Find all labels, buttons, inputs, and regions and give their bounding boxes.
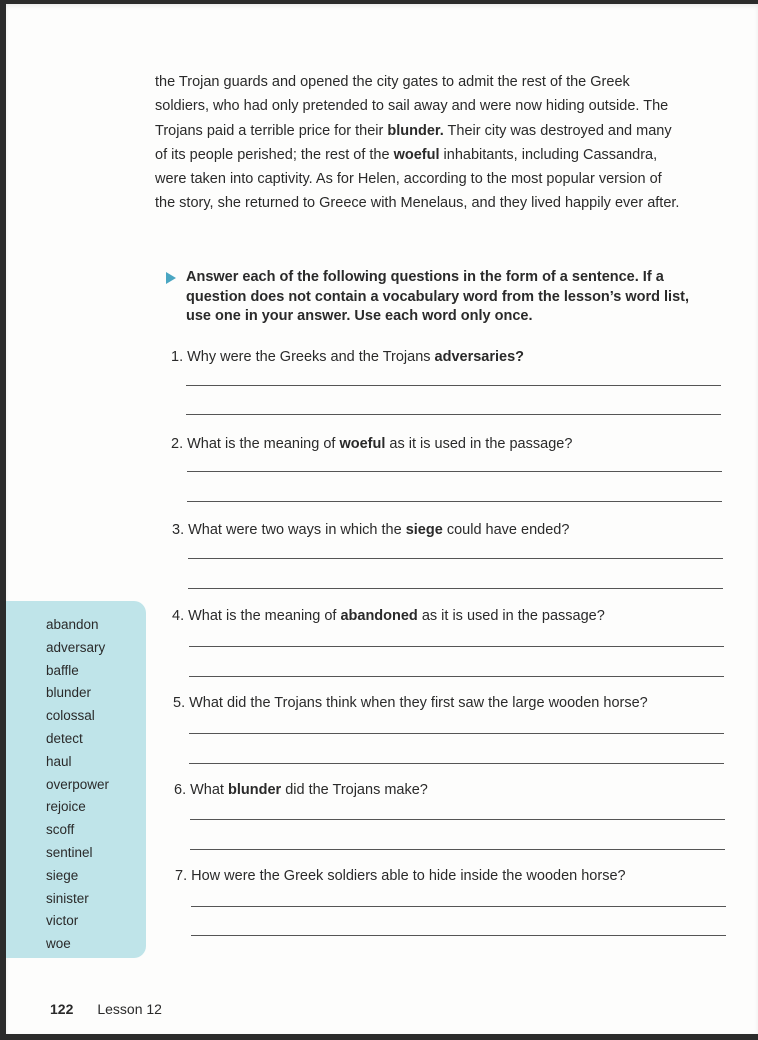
question-4	[172, 606, 732, 626]
answer-line[interactable]	[191, 935, 726, 936]
question-3	[172, 520, 732, 540]
word-list-item: rejoice	[46, 799, 86, 815]
answer-line[interactable]	[187, 501, 722, 502]
answer-line[interactable]	[190, 849, 725, 850]
answer-line[interactable]	[186, 414, 721, 415]
answer-line[interactable]	[188, 558, 723, 559]
word-list-item: siege	[46, 867, 79, 883]
play-arrow-icon	[166, 272, 176, 284]
answer-line[interactable]	[190, 819, 725, 820]
word-list-item: scoff	[46, 822, 75, 838]
word-list-item: baffle	[46, 662, 79, 678]
lesson-label: Lesson 12	[97, 1001, 162, 1017]
question-text: 1. Why were the Greeks and the Trojans	[171, 349, 435, 365]
passage-text: Their city was destroyed and many of its people perished; the rest of the	[155, 122, 672, 163]
word-list-item: sinister	[46, 890, 89, 906]
instructions	[166, 268, 696, 327]
question-1	[171, 347, 731, 367]
workbook-page	[6, 4, 758, 1034]
question-2	[171, 434, 731, 454]
answer-line[interactable]	[189, 676, 724, 677]
answer-line[interactable]	[186, 385, 721, 386]
word-list-item: haul	[46, 753, 72, 769]
word-list-sidebar	[6, 601, 146, 958]
question-text: 5. What did the Trojans think when they first saw the large wooden horse?	[173, 695, 648, 711]
question-text: 7. How were the Greek soldiers able to hide inside the wooden horse?	[175, 868, 626, 884]
word-list-item: woe	[46, 936, 71, 952]
answer-line[interactable]	[188, 588, 723, 589]
question-vocab-word: abandoned	[340, 608, 418, 624]
answer-line[interactable]	[189, 733, 724, 734]
question-text: as it is used in the passage?	[417, 608, 605, 624]
question-text: did the Trojans make?	[281, 782, 428, 798]
question-text: as it is used in the passage?	[385, 436, 573, 452]
answer-line[interactable]	[189, 646, 724, 647]
answer-line[interactable]	[189, 763, 724, 764]
word-list-item: colossal	[46, 708, 95, 724]
question-text: 6. What	[174, 782, 228, 798]
question-7	[175, 866, 735, 886]
word-list-item: adversary	[46, 639, 106, 655]
passage-bold-word: blunder.	[387, 122, 444, 139]
reading-passage	[155, 70, 685, 216]
word-list	[46, 614, 109, 956]
question-6	[174, 780, 734, 800]
question-text: 2. What is the meaning of	[171, 436, 340, 452]
passage-text: the Trojan guards and opened the city gates to admit the rest of the Greek soldiers, who had only pretended to sail away and were now hiding outside. The Trojans paid a terrible price for their	[155, 74, 669, 139]
answer-line[interactable]	[191, 906, 726, 907]
word-list-item: overpower	[46, 776, 110, 792]
word-list-item: blunder	[46, 685, 92, 701]
question-text: 4. What is the meaning of	[172, 608, 341, 624]
answer-line[interactable]	[187, 471, 722, 472]
instructions-text: Answer each of the following questions in the form of a sentence. If a question does not contain a vocabulary word from the lesson’s word list, use one in your answer. Use each word only once.	[186, 269, 690, 324]
passage-text: inhabitants, including Cassandra, were taken into captivity. As for Helen, according to the most popular version of the story, she returned to Greece with Menelaus, and they lived happily ever after.	[155, 146, 680, 212]
word-list-item: abandon	[46, 617, 99, 632]
passage-bold-word: woeful	[393, 146, 440, 163]
question-text: could have ended?	[442, 522, 570, 538]
question-vocab-word: woeful	[339, 436, 386, 452]
word-list-item: sentinel	[46, 844, 93, 860]
question-vocab-word: siege	[405, 522, 443, 538]
question-vocab-word: blunder	[228, 782, 282, 798]
question-vocab-word: adversaries?	[434, 349, 525, 365]
question-5	[173, 693, 733, 713]
page-footer	[50, 1001, 162, 1017]
question-text: 3. What were two ways in which the	[172, 522, 406, 538]
page-number: 122	[50, 1001, 74, 1017]
word-list-item: victor	[46, 913, 79, 929]
word-list-item: detect	[46, 730, 83, 746]
